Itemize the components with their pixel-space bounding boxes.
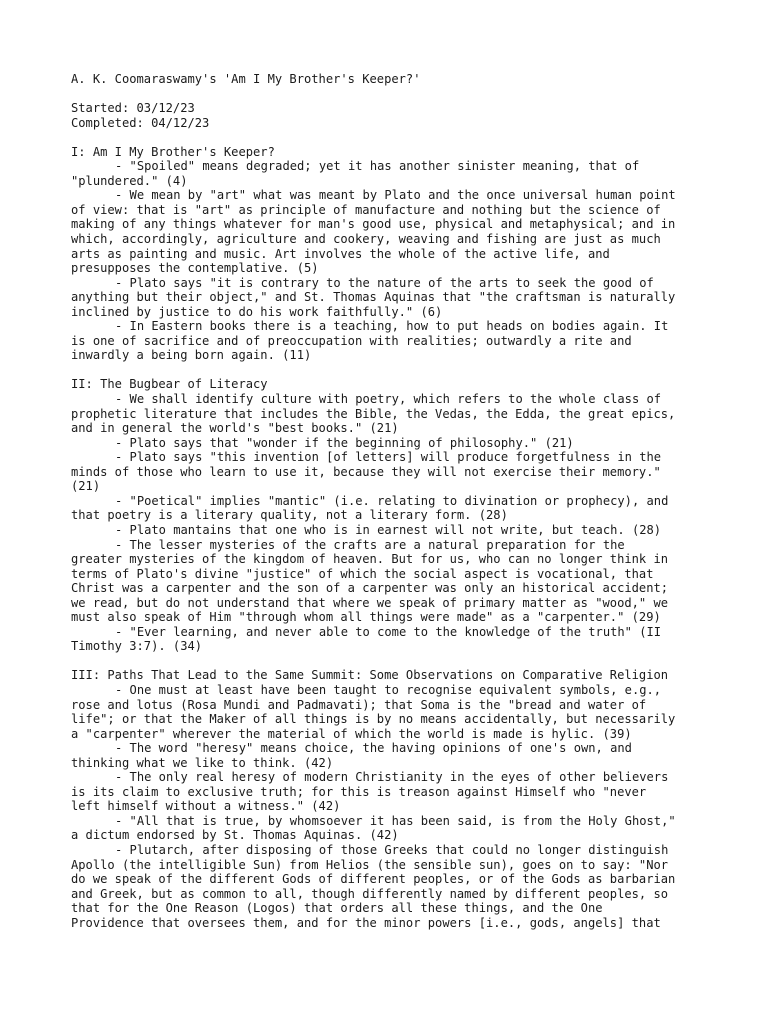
note-line: greater mysteries of the kingdom of heaven. But for us, who can no longer think in: [71, 552, 669, 567]
note-line: - "All that is true, by whomsoever it has been said, is from the Holy Ghost,": [115, 813, 676, 828]
note-item: [71, 843, 698, 930]
note-item: [71, 188, 698, 275]
note-item: [71, 741, 698, 770]
blank-line: [71, 363, 698, 378]
document-title: A. K. Coomaraswamy's 'Am I My Brother's Keeper?': [71, 72, 421, 86]
note-line: Apollo (the intelligible Sun) from Helios (the sensible sun), goes on to say: "Nor: [71, 857, 669, 872]
note-item: [71, 159, 698, 188]
note-line: a "carpenter" wherever the material of which the world is made is hylic. (39): [71, 726, 632, 741]
note-item: [71, 538, 698, 625]
note-line: must also speak of Him "through whom all things were made" as a "carpenter." (29): [71, 610, 661, 625]
note-line: - Plutarch, after disposing of those Greeks that could no longer distinguish: [115, 842, 669, 857]
note-line: anything but their object," and St. Thomas Aquinas that "the craftsman is naturally: [71, 290, 676, 305]
note-item: [71, 523, 698, 538]
note-item: [71, 625, 698, 654]
note-item: [71, 683, 698, 741]
note-line: - "Poetical" implies "mantic" (i.e. relating to divination or prophecy), and: [115, 493, 669, 508]
started-date: Started: 03/12/23: [71, 101, 195, 116]
note-line: (21): [71, 479, 101, 494]
note-line: - One must at least have been taught to recognise equivalent symbols, e.g.,: [115, 682, 662, 697]
note-item: [71, 494, 698, 523]
note-line: terms of Plato's divine "justice" of which the social aspect is vocational, that: [71, 566, 654, 581]
note-line: thinking what we like to think. (42): [71, 755, 334, 770]
note-item: [71, 450, 698, 494]
note-line: a dictum endorsed by St. Thomas Aquinas. (42): [71, 828, 399, 843]
note-line: presupposes the contemplative. (5): [71, 261, 319, 276]
note-line: rose and lotus (Rosa Mundi and Padmavati); that Soma is the "bread and water of: [71, 697, 647, 712]
note-line: of view: that is "art" as principle of manufacture and nothing but the science of: [71, 202, 661, 217]
note-line: Timothy 3:7). (34): [71, 639, 203, 654]
note-item: [71, 276, 698, 320]
note-line: Providence that oversees them, and for the minor powers [i.e., gods, angels] that: [71, 915, 661, 930]
section-heading: III: Paths That Lead to the Same Summit: Some Observations on Comparative Religion: [71, 668, 669, 683]
note-line: Christ was a carpenter and the son of a carpenter was only an historical accident;: [71, 581, 669, 596]
completed-date: Completed: 04/12/23: [71, 115, 210, 130]
note-line: that poetry is a literary quality, not a literary form. (28): [71, 508, 508, 523]
note-line: life"; or that the Maker of all things is by no means accidentally, but necessarily: [71, 712, 676, 727]
note-line: inclined by justice to do his work faithfully." (6): [71, 304, 443, 319]
note-line: prophetic literature that includes the Bible, the Vedas, the Edda, the great epics,: [71, 406, 676, 421]
note-line: - Plato says "this invention [of letters] will produce forgetfulness in the: [115, 450, 662, 465]
note-line: - We shall identify culture with poetry, which refers to the whole class of: [115, 392, 662, 407]
note-line: - The lesser mysteries of the crafts are a natural preparation for the: [115, 537, 625, 552]
note-item: [71, 319, 698, 363]
note-item: [71, 436, 698, 451]
note-item: [71, 814, 698, 843]
note-line: that for the One Reason (Logos) that orders all these things, and the One: [71, 901, 603, 916]
note-line: - Plato says "it is contrary to the nature of the arts to seek the good of: [115, 275, 654, 290]
note-line: - "Spoiled" means degraded; yet it has another sinister meaning, that of: [115, 159, 640, 174]
note-line: arts as painting and music. Art involves the whole of the active life, and: [71, 246, 610, 261]
blank-line: [71, 654, 698, 669]
note-line: - Plato mantains that one who is in earnest will not write, but teach. (28): [115, 522, 662, 537]
note-line: and in general the world's "best books." (21): [71, 421, 399, 436]
note-line: inwardly a being born again. (11): [71, 348, 312, 363]
note-line: - In Eastern books there is a teaching, how to put heads on bodies again. It: [115, 319, 669, 334]
note-line: - Plato says that "wonder if the beginning of philosophy." (21): [115, 435, 574, 450]
section-heading: II: The Bugbear of Literacy: [71, 377, 268, 392]
note-item: [71, 770, 698, 814]
blank-line: [71, 87, 698, 102]
note-line: and Greek, but as common to all, though differently named by different peoples, so: [71, 886, 669, 901]
note-line: which, accordingly, agriculture and cookery, weaving and fishing are just as much: [71, 232, 661, 247]
note-line: making of any things whatever for man's good use, physical and metaphysical; and in: [71, 217, 676, 232]
note-line: - We mean by "art" what was meant by Plato and the once universal human point: [115, 188, 676, 203]
section-heading: I: Am I My Brother's Keeper?: [71, 144, 275, 159]
note-line: - The word "heresy" means choice, the having opinions of one's own, and: [115, 741, 632, 756]
note-line: we read, but do not understand that where we speak of primary matter as "wood," we: [71, 595, 669, 610]
document-body: [71, 72, 698, 930]
note-line: is one of sacrifice and of preoccupation with realities; outwardly a rite and: [71, 333, 632, 348]
note-line: - "Ever learning, and never able to come to the knowledge of the truth" (II: [115, 624, 662, 639]
note-line: "plundered." (4): [71, 173, 188, 188]
note-line: do we speak of the different Gods of different peoples, or of the Gods as barbarian: [71, 872, 676, 887]
note-line: minds of those who learn to use it, because they will not exercise their memory.": [71, 464, 661, 479]
note-line: left himself without a witness." (42): [71, 799, 341, 814]
note-line: is its claim to exclusive truth; for this is treason against Himself who "never: [71, 784, 647, 799]
blank-line: [71, 130, 698, 145]
note-item: [71, 392, 698, 436]
note-line: - The only real heresy of modern Christianity in the eyes of other believers: [115, 770, 669, 785]
